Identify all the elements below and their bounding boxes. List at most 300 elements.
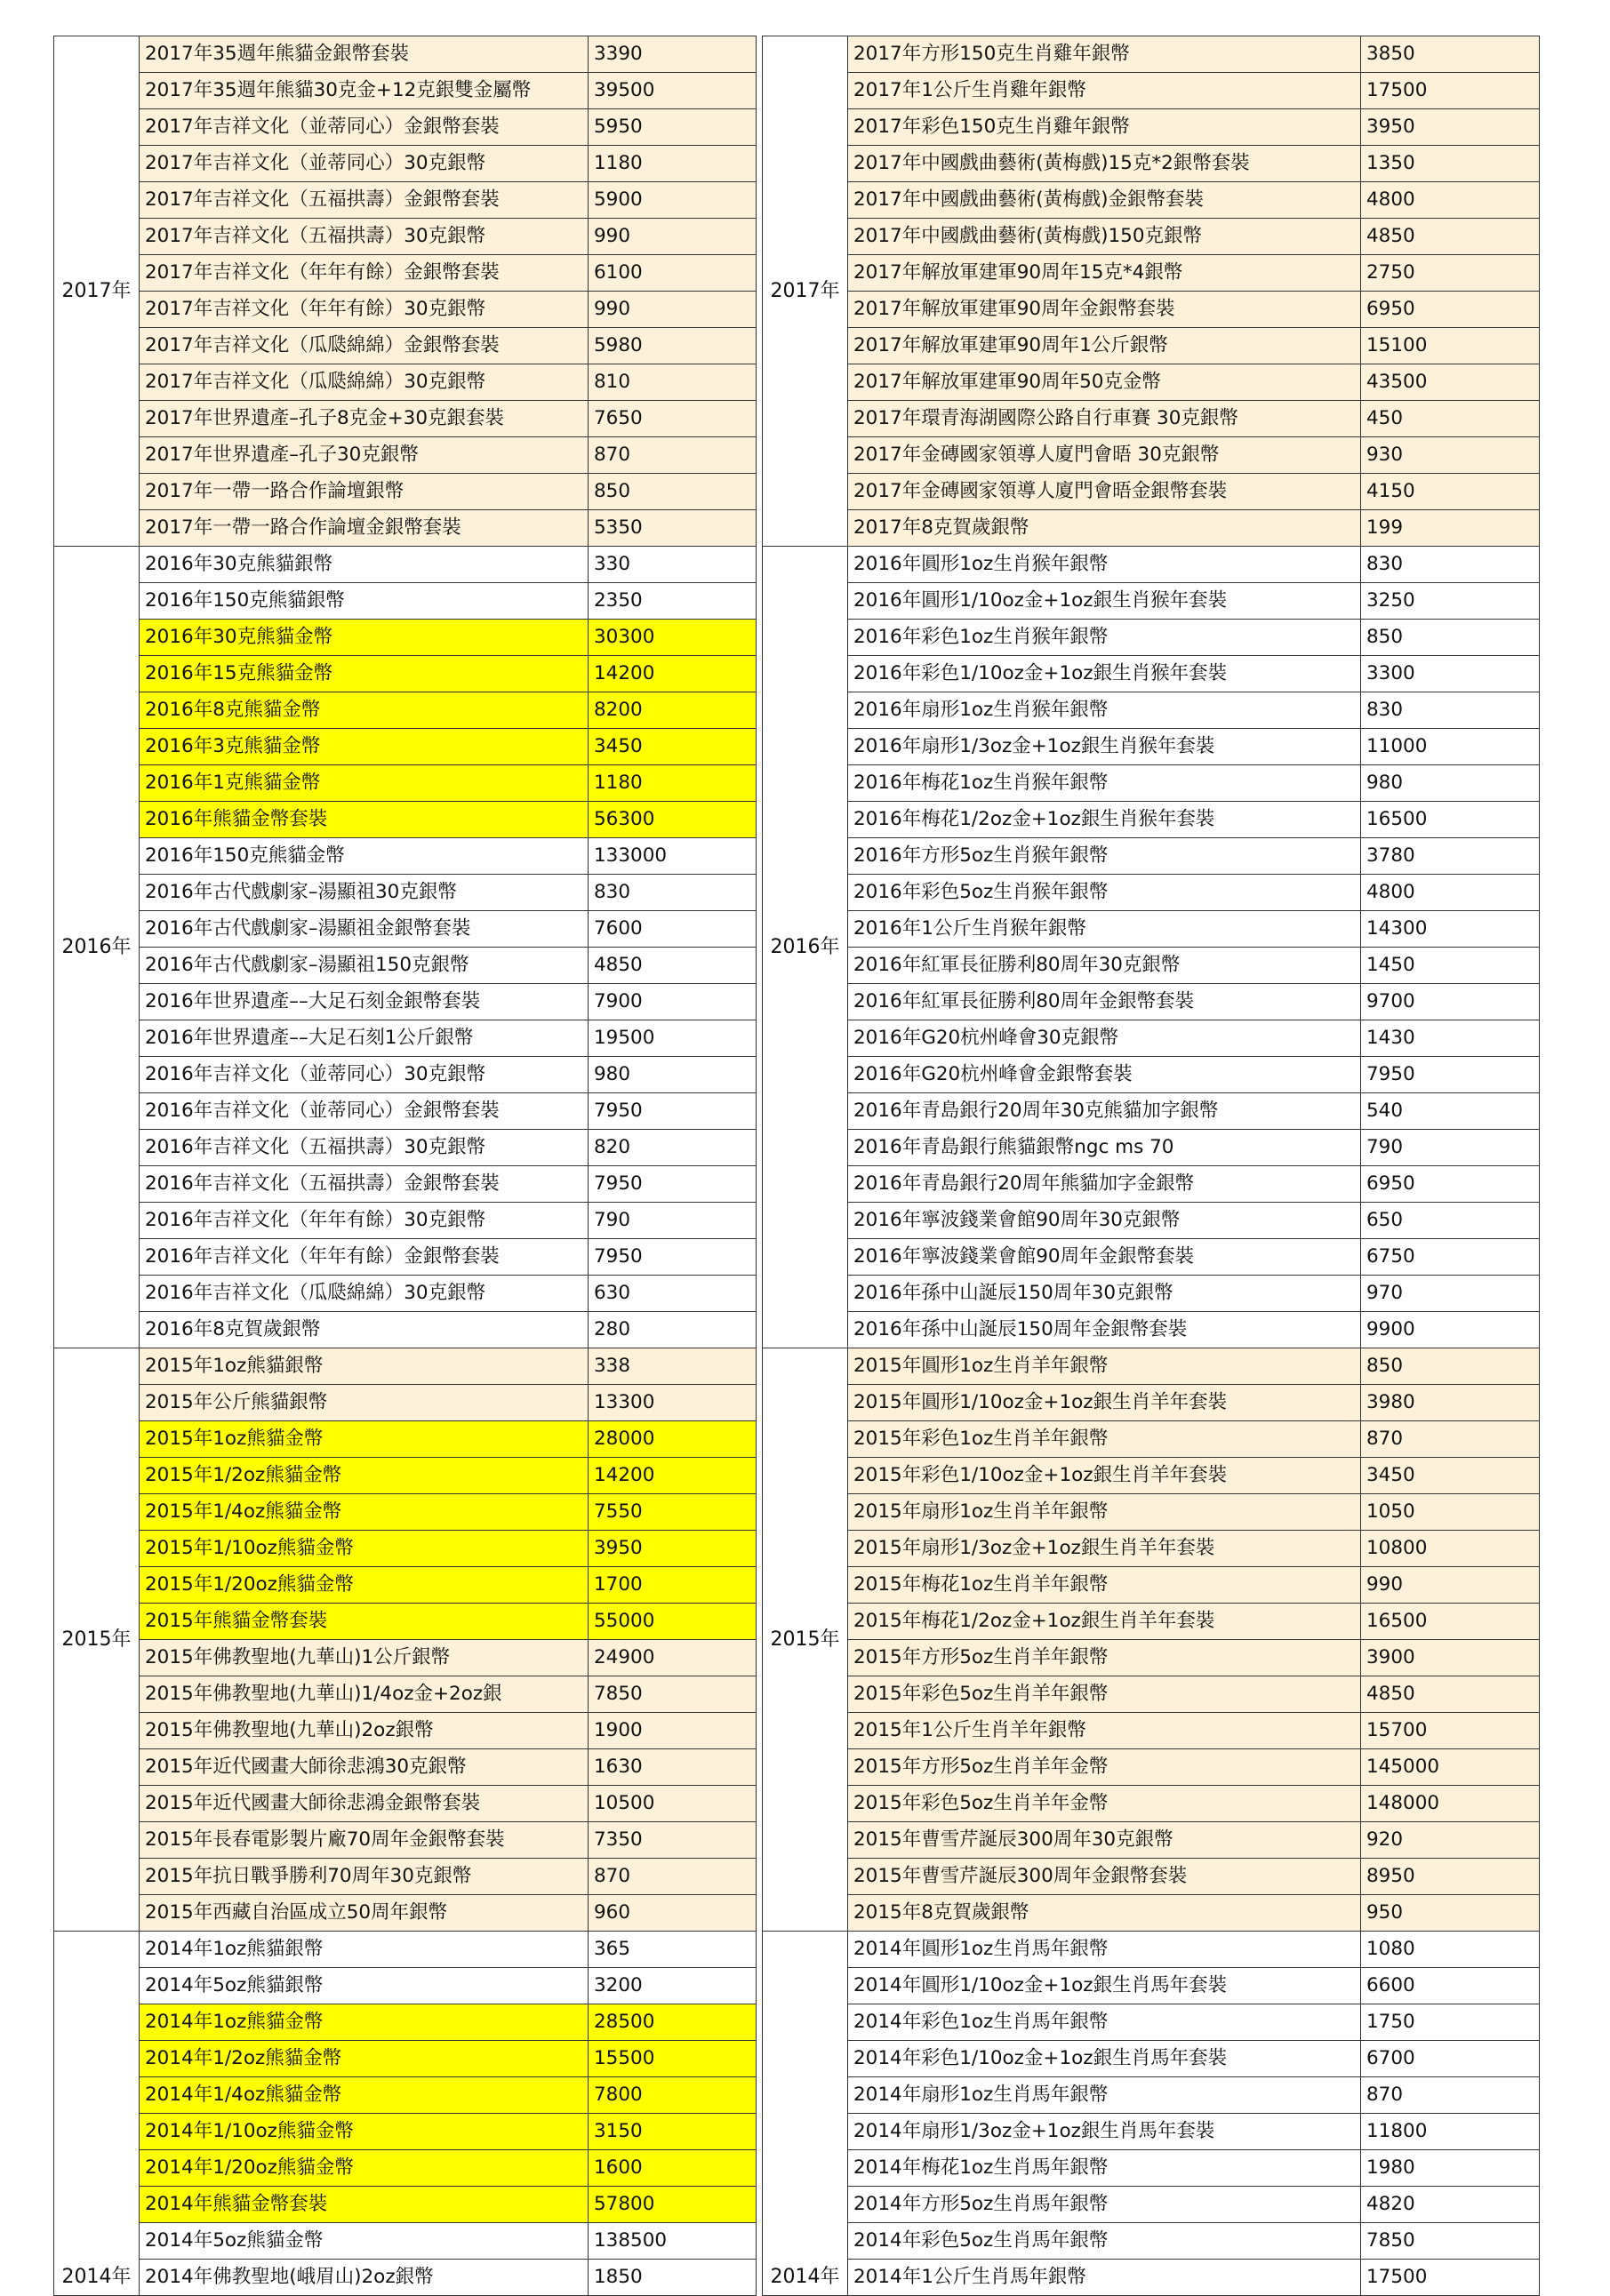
coin-price-cell: 16500 xyxy=(1361,1604,1540,1640)
coin-name-cell: 2015年近代國畫大師徐悲鴻30克銀幣 xyxy=(140,1749,589,1786)
table-row xyxy=(54,1312,757,1348)
table-row xyxy=(763,2004,1540,2041)
coin-price-cell: 4150 xyxy=(1361,474,1540,510)
table-row xyxy=(54,146,757,182)
coin-price-cell: 8200 xyxy=(589,692,757,729)
coin-name-cell: 2017年吉祥文化（瓜瓞綿綿）30克銀幣 xyxy=(140,364,589,401)
table-row xyxy=(763,1494,1540,1531)
table-row xyxy=(763,729,1540,765)
coin-price-cell: 5900 xyxy=(589,182,757,219)
coin-price-cell: 3250 xyxy=(1361,583,1540,620)
coin-name-cell: 2016年吉祥文化（五福拱壽）30克銀幣 xyxy=(140,1130,589,1166)
coin-price-cell: 850 xyxy=(1361,1348,1540,1385)
table-row xyxy=(763,401,1540,437)
coin-name-cell: 2014年圓形1oz生肖馬年銀幣 xyxy=(848,1932,1361,1968)
table-row xyxy=(763,1093,1540,1130)
coin-name-cell: 2016年8克賀歲銀幣 xyxy=(140,1312,589,1348)
coin-price-cell: 145000 xyxy=(1361,1749,1540,1786)
coin-name-cell: 2017年吉祥文化（年年有餘）30克銀幣 xyxy=(140,292,589,328)
coin-price-cell: 1630 xyxy=(589,1749,757,1786)
coin-name-cell: 2016年吉祥文化（年年有餘）金銀幣套裝 xyxy=(140,1239,589,1276)
price-table-right-body xyxy=(763,36,1540,2296)
table-row xyxy=(54,1932,757,1968)
table-row xyxy=(763,219,1540,255)
table-row xyxy=(763,765,1540,802)
coin-price-cell: 990 xyxy=(589,219,757,255)
table-row xyxy=(54,2187,757,2223)
coin-name-cell: 2016年G20杭州峰會金銀幣套裝 xyxy=(848,1057,1361,1093)
price-table-right xyxy=(762,36,1540,2296)
coin-price-cell: 3950 xyxy=(1361,109,1540,146)
coin-price-cell: 6750 xyxy=(1361,1239,1540,1276)
table-row xyxy=(763,2114,1540,2150)
table-row xyxy=(763,802,1540,838)
coin-price-cell: 28500 xyxy=(589,2004,757,2041)
coin-name-cell: 2014年扇形1oz生肖馬年銀幣 xyxy=(848,2077,1361,2114)
coin-price-cell: 3200 xyxy=(589,1968,757,2004)
coin-name-cell: 2015年梅花1/2oz金+1oz銀生肖羊年套裝 xyxy=(848,1604,1361,1640)
table-row xyxy=(763,948,1540,984)
coin-name-cell: 2015年8克賀歲銀幣 xyxy=(848,1895,1361,1932)
table-row xyxy=(54,765,757,802)
table-row xyxy=(763,1895,1540,1932)
coin-price-cell: 7650 xyxy=(589,401,757,437)
coin-price-cell: 850 xyxy=(589,474,757,510)
table-row xyxy=(763,109,1540,146)
coin-price-cell: 3150 xyxy=(589,2114,757,2150)
table-row xyxy=(54,182,757,219)
coin-price-cell: 870 xyxy=(589,437,757,474)
coin-name-cell: 2016年8克熊貓金幣 xyxy=(140,692,589,729)
table-row xyxy=(54,1276,757,1312)
coin-name-cell: 2017年8克賀歲銀幣 xyxy=(848,510,1361,547)
table-row xyxy=(54,656,757,692)
coin-price-cell: 17500 xyxy=(1361,73,1540,109)
table-row xyxy=(763,1130,1540,1166)
coin-name-cell: 2015年彩色5oz生肖羊年金幣 xyxy=(848,1786,1361,1822)
coin-name-cell: 2014年5oz熊貓銀幣 xyxy=(140,1968,589,2004)
coin-name-cell: 2017年1公斤生肖雞年銀幣 xyxy=(848,73,1361,109)
table-row xyxy=(54,1749,757,1786)
coin-price-cell: 7950 xyxy=(589,1239,757,1276)
coin-price-cell: 1180 xyxy=(589,765,757,802)
coin-price-cell: 790 xyxy=(589,1203,757,1239)
coin-price-cell: 24900 xyxy=(589,1640,757,1676)
table-row xyxy=(763,583,1540,620)
table-row xyxy=(54,73,757,109)
table-row xyxy=(54,1895,757,1932)
coin-price-cell: 980 xyxy=(1361,765,1540,802)
coin-name-cell: 2017年解放軍建軍90周年15克*4銀幣 xyxy=(848,255,1361,292)
coin-name-cell: 2014年1oz熊貓銀幣 xyxy=(140,1932,589,1968)
coin-name-cell: 2016年15克熊貓金幣 xyxy=(140,656,589,692)
coin-name-cell: 2014年方形5oz生肖馬年銀幣 xyxy=(848,2187,1361,2223)
coin-price-cell: 15700 xyxy=(1361,1713,1540,1749)
coin-price-cell: 7950 xyxy=(589,1093,757,1130)
table-row xyxy=(763,1604,1540,1640)
coin-price-cell: 850 xyxy=(1361,620,1540,656)
coin-price-cell: 6700 xyxy=(1361,2041,1540,2077)
coin-price-cell: 3300 xyxy=(1361,656,1540,692)
coin-price-cell: 7800 xyxy=(589,2077,757,2114)
year-label: 2014年 xyxy=(54,1932,140,2296)
table-row xyxy=(54,2041,757,2077)
coin-price-cell: 650 xyxy=(1361,1203,1540,1239)
coin-name-cell: 2017年一帶一路合作論壇金銀幣套裝 xyxy=(140,510,589,547)
coin-name-cell: 2015年1oz熊貓銀幣 xyxy=(140,1348,589,1385)
coin-price-cell: 30300 xyxy=(589,620,757,656)
coin-name-cell: 2015年彩色1oz生肖羊年銀幣 xyxy=(848,1421,1361,1458)
coin-price-cell: 280 xyxy=(589,1312,757,1348)
table-row xyxy=(54,1166,757,1203)
coin-price-cell: 3850 xyxy=(1361,36,1540,73)
coin-name-cell: 2016年青島銀行20周年30克熊貓加字銀幣 xyxy=(848,1093,1361,1130)
table-row xyxy=(54,2223,757,2260)
coin-price-cell: 830 xyxy=(589,875,757,911)
table-row xyxy=(763,1203,1540,1239)
table-row xyxy=(763,364,1540,401)
table-row xyxy=(54,1348,757,1385)
coin-name-cell: 2015年1/2oz熊貓金幣 xyxy=(140,1458,589,1494)
coin-price-cell: 2750 xyxy=(1361,255,1540,292)
coin-price-cell: 11000 xyxy=(1361,729,1540,765)
coin-name-cell: 2016年梅花1/2oz金+1oz銀生肖猴年套裝 xyxy=(848,802,1361,838)
table-row xyxy=(763,146,1540,182)
coin-name-cell: 2017年環青海湖國際公路自行車賽 30克銀幣 xyxy=(848,401,1361,437)
coin-price-cell: 3980 xyxy=(1361,1385,1540,1421)
coin-name-cell: 2014年1oz熊貓金幣 xyxy=(140,2004,589,2041)
table-row xyxy=(763,1276,1540,1312)
coin-name-cell: 2014年1/2oz熊貓金幣 xyxy=(140,2041,589,2077)
coin-name-cell: 2016年吉祥文化（瓜瓞綿綿）30克銀幣 xyxy=(140,1276,589,1312)
table-row xyxy=(763,620,1540,656)
coin-name-cell: 2015年公斤熊貓銀幣 xyxy=(140,1385,589,1421)
table-row xyxy=(54,2150,757,2187)
coin-price-cell: 4800 xyxy=(1361,875,1540,911)
coin-price-cell: 1430 xyxy=(1361,1020,1540,1057)
coin-price-cell: 14200 xyxy=(589,656,757,692)
coin-name-cell: 2016年30克熊貓金幣 xyxy=(140,620,589,656)
coin-price-cell: 990 xyxy=(1361,1567,1540,1604)
coin-price-cell: 330 xyxy=(589,547,757,583)
year-label: 2014年 xyxy=(763,1932,848,2296)
coin-price-cell: 7850 xyxy=(1361,2223,1540,2260)
table-row xyxy=(763,1057,1540,1093)
coin-name-cell: 2016年熊貓金幣套裝 xyxy=(140,802,589,838)
coin-name-cell: 2016年世界遺產––大足石刻金銀幣套裝 xyxy=(140,984,589,1020)
year-label: 2016年 xyxy=(54,547,140,1348)
coin-price-cell: 7950 xyxy=(1361,1057,1540,1093)
coin-price-cell: 28000 xyxy=(589,1421,757,1458)
coin-price-cell: 10800 xyxy=(1361,1531,1540,1567)
coin-price-cell: 199 xyxy=(1361,510,1540,547)
coin-price-cell: 4850 xyxy=(1361,1676,1540,1713)
coin-name-cell: 2016年寧波錢業會館90周年金銀幣套裝 xyxy=(848,1239,1361,1276)
coin-name-cell: 2015年熊貓金幣套裝 xyxy=(140,1604,589,1640)
coin-name-cell: 2014年梅花1oz生肖馬年銀幣 xyxy=(848,2150,1361,2187)
table-row xyxy=(763,1713,1540,1749)
coin-name-cell: 2017年世界遺產–孔子8克金+30克銀套裝 xyxy=(140,401,589,437)
coin-name-cell: 2017年世界遺產–孔子30克銀幣 xyxy=(140,437,589,474)
coin-price-cell: 15500 xyxy=(589,2041,757,2077)
coin-price-cell: 338 xyxy=(589,1348,757,1385)
coin-price-cell: 790 xyxy=(1361,1130,1540,1166)
year-label: 2017年 xyxy=(763,36,848,547)
coin-name-cell: 2017年方形150克生肖雞年銀幣 xyxy=(848,36,1361,73)
coin-name-cell: 2016年扇形1oz生肖猴年銀幣 xyxy=(848,692,1361,729)
coin-price-cell: 148000 xyxy=(1361,1786,1540,1822)
coin-price-cell: 870 xyxy=(1361,2077,1540,2114)
coin-price-cell: 14200 xyxy=(589,1458,757,1494)
year-label: 2015年 xyxy=(763,1348,848,1932)
table-row xyxy=(763,1531,1540,1567)
table-row xyxy=(763,1166,1540,1203)
table-row xyxy=(763,875,1540,911)
coin-name-cell: 2015年1/10oz熊貓金幣 xyxy=(140,1531,589,1567)
coin-name-cell: 2014年1公斤生肖馬年銀幣 xyxy=(848,2260,1361,2296)
coin-name-cell: 2017年彩色150克生肖雞年銀幣 xyxy=(848,109,1361,146)
table-row xyxy=(54,547,757,583)
table-row xyxy=(763,510,1540,547)
coin-price-cell: 1350 xyxy=(1361,146,1540,182)
coin-name-cell: 2016年彩色1oz生肖猴年銀幣 xyxy=(848,620,1361,656)
coin-price-cell: 630 xyxy=(589,1276,757,1312)
coin-price-cell: 14300 xyxy=(1361,911,1540,948)
coin-price-cell: 1600 xyxy=(589,2150,757,2187)
coin-price-cell: 4850 xyxy=(589,948,757,984)
table-row xyxy=(763,1348,1540,1385)
coin-name-cell: 2015年彩色5oz生肖羊年銀幣 xyxy=(848,1676,1361,1713)
table-row xyxy=(54,474,757,510)
coin-name-cell: 2016年30克熊貓銀幣 xyxy=(140,547,589,583)
table-row xyxy=(54,948,757,984)
coin-name-cell: 2017年35週年熊貓金銀幣套裝 xyxy=(140,36,589,73)
table-row xyxy=(763,36,1540,73)
table-row xyxy=(54,1093,757,1130)
coin-price-cell: 133000 xyxy=(589,838,757,875)
coin-price-cell: 43500 xyxy=(1361,364,1540,401)
coin-price-cell: 10500 xyxy=(589,1786,757,1822)
coin-price-cell: 7900 xyxy=(589,984,757,1020)
table-row xyxy=(54,1020,757,1057)
table-row xyxy=(54,437,757,474)
table-row xyxy=(763,2041,1540,2077)
coin-name-cell: 2014年1/10oz熊貓金幣 xyxy=(140,2114,589,2150)
coin-name-cell: 2016年青島銀行熊貓銀幣ngc ms 70 xyxy=(848,1130,1361,1166)
table-row xyxy=(763,328,1540,364)
coin-price-cell: 56300 xyxy=(589,802,757,838)
coin-name-cell: 2015年曹雪芹誕辰300周年金銀幣套裝 xyxy=(848,1859,1361,1895)
table-row xyxy=(54,510,757,547)
coin-name-cell: 2016年寧波錢業會館90周年30克銀幣 xyxy=(848,1203,1361,1239)
coin-name-cell: 2014年佛教聖地(峨眉山)2oz銀幣 xyxy=(140,2260,589,2296)
coin-name-cell: 2014年彩色5oz生肖馬年銀幣 xyxy=(848,2223,1361,2260)
coin-price-cell: 7600 xyxy=(589,911,757,948)
coin-price-cell: 19500 xyxy=(589,1020,757,1057)
coin-name-cell: 2015年佛教聖地(九華山)1公斤銀幣 xyxy=(140,1640,589,1676)
table-row xyxy=(763,474,1540,510)
table-row xyxy=(54,1531,757,1567)
table-row xyxy=(54,328,757,364)
coin-name-cell: 2016年150克熊貓金幣 xyxy=(140,838,589,875)
coin-price-cell: 6100 xyxy=(589,255,757,292)
coin-price-cell: 5350 xyxy=(589,510,757,547)
coin-name-cell: 2017年中國戲曲藝術(黃梅戲)金銀幣套裝 xyxy=(848,182,1361,219)
table-row xyxy=(54,1676,757,1713)
coin-price-cell: 9700 xyxy=(1361,984,1540,1020)
coin-name-cell: 2016年紅軍長征勝利80周年金銀幣套裝 xyxy=(848,984,1361,1020)
coin-name-cell: 2015年扇形1/3oz金+1oz銀生肖羊年套裝 xyxy=(848,1531,1361,1567)
table-row xyxy=(763,1676,1540,1713)
table-row xyxy=(763,656,1540,692)
table-row xyxy=(54,1713,757,1749)
table-row xyxy=(54,1385,757,1421)
table-row xyxy=(763,2077,1540,2114)
table-row xyxy=(763,1749,1540,1786)
coin-name-cell: 2014年1/4oz熊貓金幣 xyxy=(140,2077,589,2114)
coin-name-cell: 2015年彩色1/10oz金+1oz銀生肖羊年套裝 xyxy=(848,1458,1361,1494)
table-row xyxy=(54,620,757,656)
coin-price-cell: 3900 xyxy=(1361,1640,1540,1676)
coin-price-cell: 4850 xyxy=(1361,219,1540,255)
coin-name-cell: 2016年吉祥文化（年年有餘）30克銀幣 xyxy=(140,1203,589,1239)
coin-name-cell: 2015年扇形1oz生肖羊年銀幣 xyxy=(848,1494,1361,1531)
table-row xyxy=(54,911,757,948)
table-row xyxy=(54,2077,757,2114)
coin-price-cell: 5950 xyxy=(589,109,757,146)
coin-name-cell: 2015年方形5oz生肖羊年銀幣 xyxy=(848,1640,1361,1676)
coin-price-cell: 990 xyxy=(589,292,757,328)
table-row xyxy=(54,802,757,838)
table-row xyxy=(54,1859,757,1895)
coin-name-cell: 2017年吉祥文化（五福拱壽）金銀幣套裝 xyxy=(140,182,589,219)
coin-price-cell: 7850 xyxy=(589,1676,757,1713)
coin-name-cell: 2014年彩色1oz生肖馬年銀幣 xyxy=(848,2004,1361,2041)
coin-price-cell: 7950 xyxy=(589,1166,757,1203)
coin-name-cell: 2016年青島銀行20周年熊貓加字金銀幣 xyxy=(848,1166,1361,1203)
table-row xyxy=(54,364,757,401)
coin-name-cell: 2014年扇形1/3oz金+1oz銀生肖馬年套裝 xyxy=(848,2114,1361,2150)
table-row xyxy=(54,1604,757,1640)
coin-name-cell: 2017年吉祥文化（並蒂同心）金銀幣套裝 xyxy=(140,109,589,146)
coin-price-cell: 16500 xyxy=(1361,802,1540,838)
coin-name-cell: 2016年圓形1/10oz金+1oz銀生肖猴年套裝 xyxy=(848,583,1361,620)
coin-price-cell: 4800 xyxy=(1361,182,1540,219)
table-row xyxy=(54,2004,757,2041)
coin-price-cell: 15100 xyxy=(1361,328,1540,364)
table-row xyxy=(763,1421,1540,1458)
price-table-left xyxy=(53,36,757,2296)
coin-price-cell: 8950 xyxy=(1361,1859,1540,1895)
coin-price-cell: 1850 xyxy=(589,2260,757,2296)
coin-price-cell: 1450 xyxy=(1361,948,1540,984)
coin-price-cell: 930 xyxy=(1361,437,1540,474)
coin-price-cell: 13300 xyxy=(589,1385,757,1421)
coin-name-cell: 2016年彩色1/10oz金+1oz銀生肖猴年套裝 xyxy=(848,656,1361,692)
coin-price-cell: 9900 xyxy=(1361,1312,1540,1348)
table-row xyxy=(54,1494,757,1531)
coin-name-cell: 2017年中國戲曲藝術(黃梅戲)150克銀幣 xyxy=(848,219,1361,255)
table-row xyxy=(763,182,1540,219)
coin-price-cell: 3950 xyxy=(589,1531,757,1567)
coin-name-cell: 2016年圓形1oz生肖猴年銀幣 xyxy=(848,547,1361,583)
coin-name-cell: 2015年1公斤生肖羊年銀幣 xyxy=(848,1713,1361,1749)
table-row xyxy=(763,1567,1540,1604)
coin-name-cell: 2016年古代戲劇家–湯顯祖150克銀幣 xyxy=(140,948,589,984)
coin-name-cell: 2016年紅軍長征勝利80周年30克銀幣 xyxy=(848,948,1361,984)
table-row xyxy=(763,73,1540,109)
coin-price-cell: 2350 xyxy=(589,583,757,620)
coin-price-cell: 540 xyxy=(1361,1093,1540,1130)
coin-price-cell: 11800 xyxy=(1361,2114,1540,2150)
coin-price-cell: 870 xyxy=(1361,1421,1540,1458)
coin-name-cell: 2017年解放軍建軍90周年1公斤銀幣 xyxy=(848,328,1361,364)
coin-name-cell: 2015年1oz熊貓金幣 xyxy=(140,1421,589,1458)
coin-name-cell: 2016年孫中山誕辰150周年金銀幣套裝 xyxy=(848,1312,1361,1348)
coin-price-cell: 950 xyxy=(1361,1895,1540,1932)
coin-name-cell: 2017年一帶一路合作論壇銀幣 xyxy=(140,474,589,510)
table-row xyxy=(54,1421,757,1458)
coin-name-cell: 2015年曹雪芹誕辰300周年30克銀幣 xyxy=(848,1822,1361,1859)
table-row xyxy=(763,1312,1540,1348)
coin-name-cell: 2015年梅花1oz生肖羊年銀幣 xyxy=(848,1567,1361,1604)
coin-price-cell: 3780 xyxy=(1361,838,1540,875)
table-row xyxy=(54,1968,757,2004)
coin-name-cell: 2016年吉祥文化（並蒂同心）金銀幣套裝 xyxy=(140,1093,589,1130)
coin-name-cell: 2017年35週年熊貓30克金+12克銀雙金屬幣 xyxy=(140,73,589,109)
year-label: 2015年 xyxy=(54,1348,140,1932)
coin-price-cell: 6950 xyxy=(1361,1166,1540,1203)
coin-name-cell: 2017年金磚國家領導人廈門會晤金銀幣套裝 xyxy=(848,474,1361,510)
table-row xyxy=(763,911,1540,948)
table-row xyxy=(54,292,757,328)
coin-price-cell: 1980 xyxy=(1361,2150,1540,2187)
coin-price-cell: 1050 xyxy=(1361,1494,1540,1531)
coin-price-cell: 3390 xyxy=(589,36,757,73)
coin-name-cell: 2014年圓形1/10oz金+1oz銀生肖馬年套裝 xyxy=(848,1968,1361,2004)
coin-name-cell: 2016年古代戲劇家–湯顯祖30克銀幣 xyxy=(140,875,589,911)
table-row xyxy=(763,1640,1540,1676)
coin-price-cell: 55000 xyxy=(589,1604,757,1640)
coin-name-cell: 2015年佛教聖地(九華山)2oz銀幣 xyxy=(140,1713,589,1749)
table-row xyxy=(54,2114,757,2150)
coin-name-cell: 2015年西藏自治區成立50周年銀幣 xyxy=(140,1895,589,1932)
coin-price-cell: 5980 xyxy=(589,328,757,364)
table-row xyxy=(763,437,1540,474)
coin-price-cell: 7350 xyxy=(589,1822,757,1859)
coin-price-cell: 830 xyxy=(1361,547,1540,583)
coin-price-cell: 830 xyxy=(1361,692,1540,729)
coin-name-cell: 2016年方形5oz生肖猴年銀幣 xyxy=(848,838,1361,875)
coin-name-cell: 2016年G20杭州峰會30克銀幣 xyxy=(848,1020,1361,1057)
table-row xyxy=(54,1822,757,1859)
table-row xyxy=(54,984,757,1020)
table-row xyxy=(763,1822,1540,1859)
coin-price-cell: 1180 xyxy=(589,146,757,182)
coin-name-cell: 2015年1/20oz熊貓金幣 xyxy=(140,1567,589,1604)
coin-name-cell: 2015年抗日戰爭勝利70周年30克銀幣 xyxy=(140,1859,589,1895)
coin-price-cell: 138500 xyxy=(589,2223,757,2260)
coin-name-cell: 2016年150克熊貓銀幣 xyxy=(140,583,589,620)
coin-name-cell: 2017年解放軍建軍90周年50克金幣 xyxy=(848,364,1361,401)
table-row xyxy=(54,729,757,765)
table-row xyxy=(54,1786,757,1822)
coin-price-cell: 870 xyxy=(589,1859,757,1895)
coin-price-cell: 6600 xyxy=(1361,1968,1540,2004)
table-row xyxy=(54,219,757,255)
coin-price-cell: 1750 xyxy=(1361,2004,1540,2041)
table-row xyxy=(54,109,757,146)
